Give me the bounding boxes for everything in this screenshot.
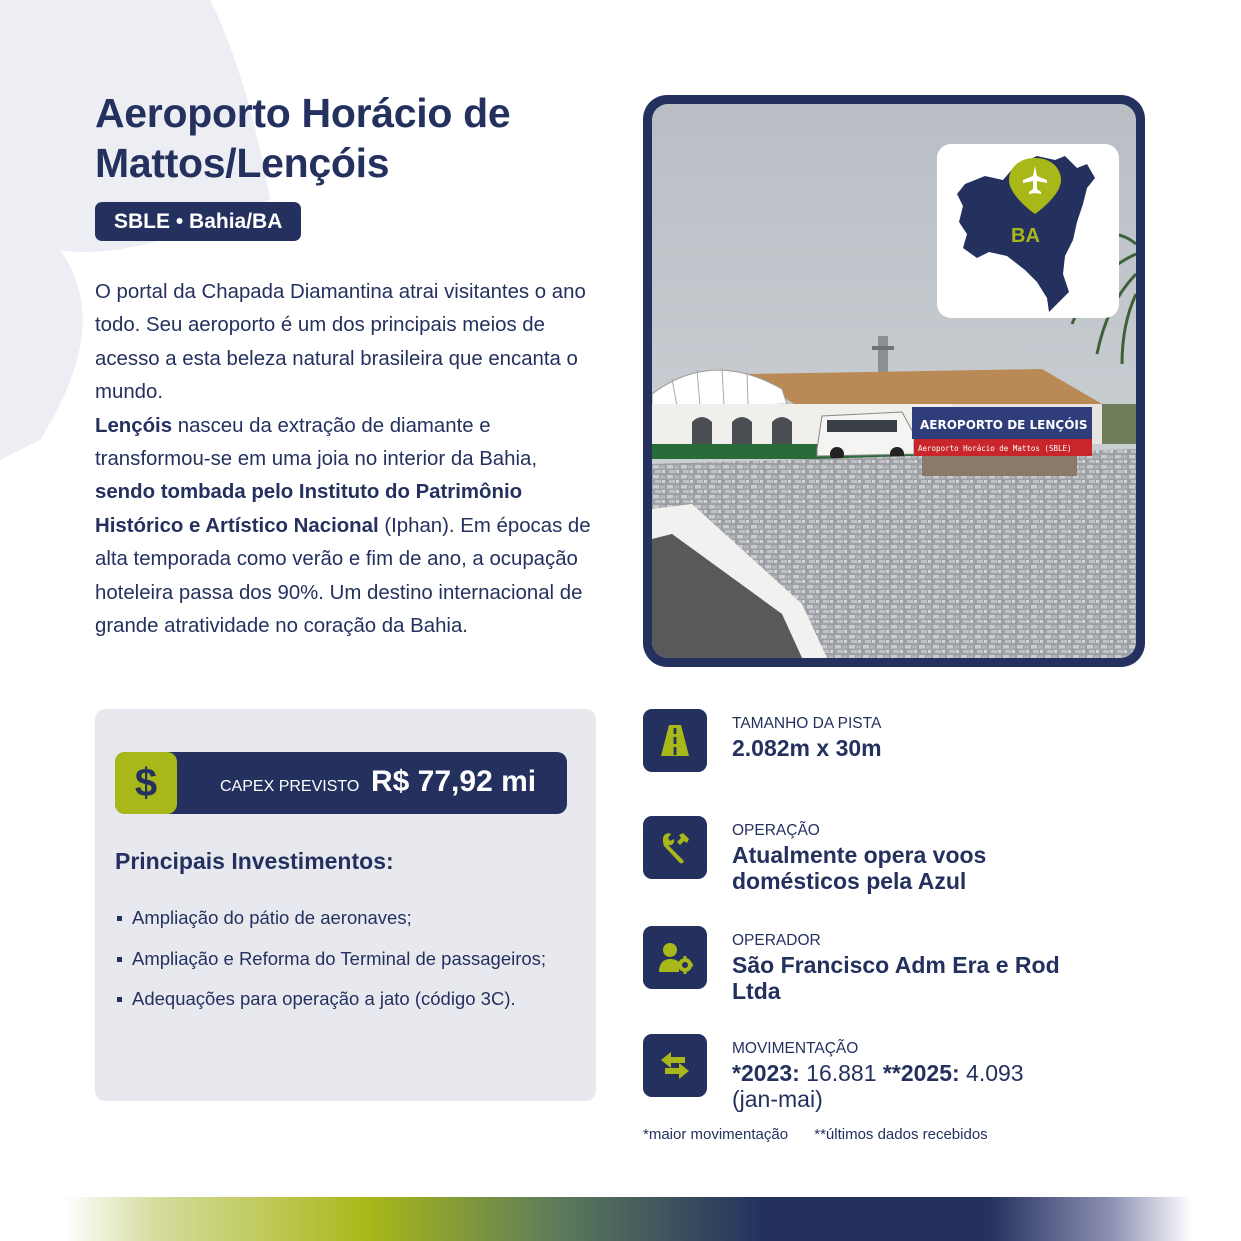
user-gear-icon xyxy=(643,926,707,989)
info-movement xyxy=(643,1034,1063,1112)
footnote-1: *maior movimentação xyxy=(643,1126,789,1143)
runway-value: 2.082m x 30m xyxy=(732,735,882,761)
capex-label: CAPEX PREVISTO xyxy=(220,778,360,795)
wrench-icon xyxy=(643,816,707,879)
movement-year1-value: 16.881 xyxy=(806,1060,877,1086)
info-operation xyxy=(643,816,1063,894)
airport-photo xyxy=(652,104,1136,658)
swap-arrows-icon xyxy=(643,1034,707,1097)
investments-list xyxy=(115,902,585,1024)
desc-bold-lencois: Lençóis xyxy=(95,414,173,437)
list-item: Adequações para operação a jato (código 3C). xyxy=(115,983,585,1015)
desc-part-2: nasceu da extração de diamante e transformou-se em uma joia no interior da Bahia, xyxy=(95,414,538,471)
footnotes xyxy=(643,1126,1010,1143)
list-item: Ampliação e Reforma do Terminal de passageiros; xyxy=(115,943,585,975)
operation-label: OPERAÇÃO xyxy=(732,822,820,839)
title-line-1: Aeroporto Horácio de xyxy=(95,90,511,136)
desc-part-1: O portal da Chapada Diamantina atrai visitantes o ano todo. Seu aeroporto é um dos principais meios de acesso a esta beleza natural brasileira que encanta o mundo. xyxy=(95,281,586,404)
movement-label: MOVIMENTAÇÃO xyxy=(732,1040,859,1057)
movement-year2-label: **2025: xyxy=(882,1060,960,1086)
movement-year1-label: *2023: xyxy=(732,1060,800,1086)
airport-photo-frame xyxy=(643,95,1145,667)
bahia-map-icon xyxy=(937,144,1119,318)
movement-year2-value: 4.093 xyxy=(966,1060,1024,1086)
capex-bar xyxy=(115,752,567,814)
list-item: Ampliação do pátio de aeronaves; xyxy=(115,902,585,934)
capex-value: R$ 77,92 mi xyxy=(371,765,537,798)
investments-title: Principais Investimentos: xyxy=(115,848,394,874)
runway-label: TAMANHO DA PISTA xyxy=(732,715,882,732)
movement-period: (jan-mai) xyxy=(732,1086,823,1112)
operator-value: São Francisco Adm Era e Rod Ltda xyxy=(732,952,1060,1004)
title-line-2: Mattos/Lençóis xyxy=(95,140,390,186)
page-title xyxy=(95,88,510,188)
map-state-label: BA xyxy=(1011,225,1040,247)
info-runway xyxy=(643,709,1063,779)
operation-value: Atualmente opera voos domésticos pela Azul xyxy=(732,842,987,894)
runway-icon xyxy=(643,709,707,772)
sign-line-1: AEROPORTO DE LENÇÓIS xyxy=(920,418,1088,432)
airport-code-badge: SBLE • Bahia/BA xyxy=(95,202,301,241)
bahia-map-card xyxy=(937,144,1119,318)
footnote-2: **últimos dados recebidos xyxy=(814,1126,988,1143)
footer-gradient-strip xyxy=(64,1197,1192,1241)
operator-label: OPERADOR xyxy=(732,932,821,949)
desc-bold-iphan: sendo tombada pelo Instituto do Patrimônio Histórico e Artístico Nacional xyxy=(95,481,523,537)
dollar-icon: $ xyxy=(115,752,177,814)
info-operator xyxy=(643,926,1063,1004)
movement-value xyxy=(732,1060,1062,1112)
airport-description xyxy=(95,276,595,643)
desc-part-3: (Iphan). Em épocas de alta temporada como verão e fim de ano, a ocupação hoteleira passa dos 90%. Um destino internacional de grande atratividade no coração da Bahia. xyxy=(95,514,591,638)
sign-line-2: Aeroporto Horácio de Mattos (SBLE) xyxy=(918,444,1072,453)
investments-panel xyxy=(95,709,596,1101)
